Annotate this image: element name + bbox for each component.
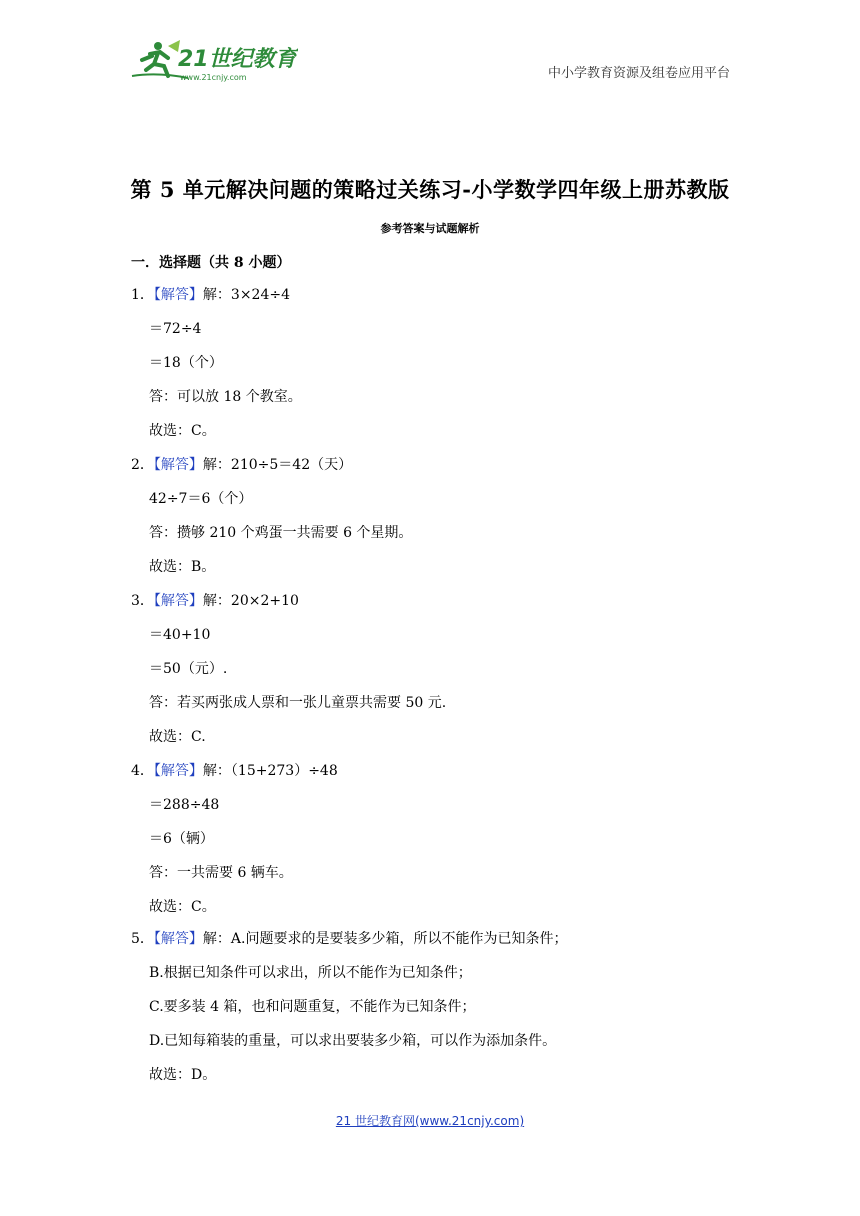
answer-5-header <box>131 930 567 948</box>
answer-line: 解：3×24÷4 <box>202 287 291 303</box>
answer-line: 42÷7＝6（个） <box>149 491 253 507</box>
answer-line: ＝72÷4 <box>149 321 202 337</box>
document-subtitle: 参考答案与试题解析 <box>380 222 480 235</box>
answer-number: 4． <box>131 763 154 779</box>
answer-line: 故选：B。 <box>149 559 216 575</box>
footer <box>0 1112 860 1129</box>
answer-line: 解：（15+273）÷48 <box>202 763 338 779</box>
answer-line: 故选：C。 <box>149 423 216 439</box>
answer-line: 故选：C. <box>149 729 206 745</box>
answer-tag: 【解答】 <box>153 287 203 303</box>
header-platform-text: 中小学教育资源及组卷应用平台 <box>547 66 730 81</box>
answer-line: ＝6（辆） <box>149 831 214 847</box>
answer-line: 答：若买两张成人票和一张儿童票共需要 50 元. <box>149 695 447 711</box>
answer-tag: 【解答】 <box>153 457 203 473</box>
answer-line: ＝40+10 <box>149 627 211 643</box>
answer-line: D.已知每箱装的重量，可以求出要装多少箱，可以作为添加条件。 <box>149 1033 557 1049</box>
answer-number: 1． <box>131 287 154 303</box>
answer-3-header <box>131 592 299 610</box>
answer-1-header <box>131 286 290 304</box>
answer-line: 解：20×2+10 <box>202 593 299 609</box>
answer-2-header <box>131 456 352 474</box>
answer-line: 答：攒够 210 个鸡蛋一共需要 6 个星期。 <box>149 525 413 541</box>
document-title: 第 5 单元解决问题的策略过关练习-小学数学四年级上册苏教版 <box>130 177 730 202</box>
logo-url: www.21cnjy.com <box>180 73 247 82</box>
answer-line: ＝288÷48 <box>149 797 220 813</box>
section-heading: 一．选择题（共 8 小题） <box>131 255 291 271</box>
answer-line: B.根据已知条件可以求出，所以不能作为已知条件； <box>149 965 472 981</box>
answer-line: 答：一共需要 6 辆车。 <box>149 865 293 881</box>
answer-line: 答：可以放 18 个教室。 <box>149 389 302 405</box>
site-logo <box>128 36 298 84</box>
answer-number: 3． <box>131 593 154 609</box>
answer-tag: 【解答】 <box>153 931 203 947</box>
answer-number: 5． <box>131 931 154 947</box>
answer-line: C.要多装 4 箱，也和问题重复，不能作为已知条件； <box>149 999 476 1015</box>
answer-tag: 【解答】 <box>153 763 203 779</box>
answer-line: ＝50（元）. <box>149 661 228 677</box>
footer-link[interactable]: 21 世纪教育网(www.21cnjy.com) <box>335 1114 525 1128</box>
answer-4-header <box>131 762 338 780</box>
answer-line: 解：A.问题要求的是要装多少箱，所以不能作为已知条件； <box>202 931 568 947</box>
answer-line: 解：210÷5＝42（天） <box>202 457 353 473</box>
answer-line: 故选：D。 <box>149 1067 217 1083</box>
logo-brand: 21世纪教育 <box>178 47 297 72</box>
answer-line: ＝18（个） <box>149 355 223 371</box>
answer-tag: 【解答】 <box>153 593 203 609</box>
answer-number: 2． <box>131 457 154 473</box>
answer-line: 故选：C。 <box>149 899 216 915</box>
